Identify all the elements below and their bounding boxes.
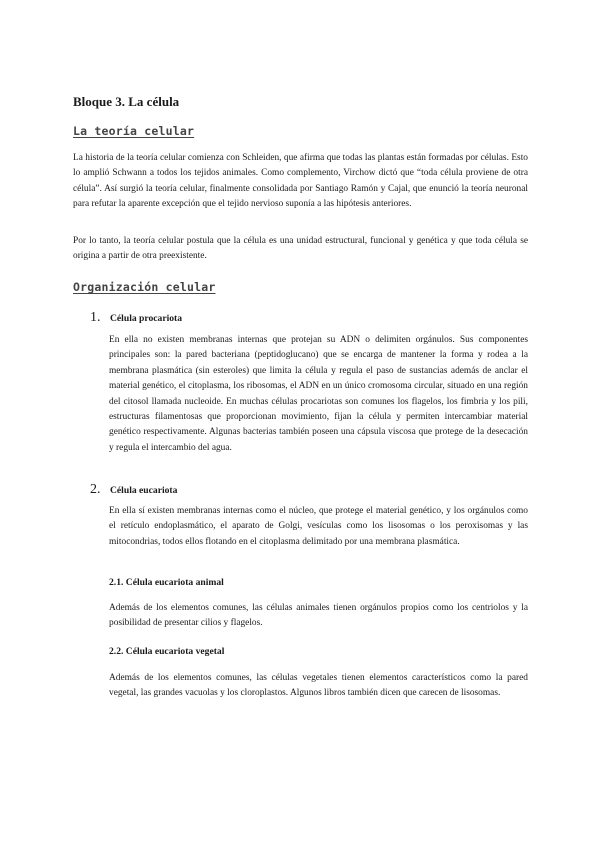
list-number: 1. [90, 310, 101, 325]
paragraph-teoria-postulado: Por lo tanto, la teoría celular postula que la célula es una unidad estructural, funcional y genética y que toda célula se origina a partir de otra preexistente. [73, 236, 528, 262]
section-heading-teoria-celular: La teoría celular [73, 124, 195, 138]
paragraph-teoria-historia: La historia de la teoría celular comienza con Schleiden, que afirma que todas las plantas están formadas por células. Esto lo amplió Schwann a todos los tejidos animales. Como complemento, Virchow dictó que “toda célula proviene de otra célula”. Así surgió la teoría celular, finalmente consolidada por Santiago Ramón y Cajal, que enunció la teoría neuronal para refutar la aparente excepción que el tejido nervioso suponía a las hipótesis anteriores. [73, 153, 528, 210]
paragraph-celula-procariota: En ella no existen membranas internas que protejan su ADN o delimiten orgánulos. Sus componentes principales son: la pared bacteriana (peptidoglucano) que se encarga de mantener la forma y rodea a la membrana plasmática (sin esteroles) que limita la célula y regula el paso de sustancias además de anclar el material genético, el citoplasma, los ribosomas, el ADN en un único cromosoma circular, situado en una región del citosol llamada nucleoide. En muchas células procariotas son comunes los flagelos, los fimbria y los pili, estructuras filamentosas que proporcionan movimiento, fijan la célula y permiten intercambiar material genético respectivamente. Algunas bacterias también poseen una cápsula viscosa que protege de la desecación y regula el intercambio del agua. [109, 335, 528, 453]
heading-celula-eucariota [90, 482, 177, 498]
document-title: Bloque 3. La célula [73, 94, 180, 109]
subheading-eucariota-animal: 2.1. Célula eucariota animal [109, 577, 224, 588]
section-heading-organizacion-celular: Organización celular [73, 280, 216, 294]
paragraph-eucariota-animal: Además de los elementos comunes, las células animales tienen orgánulos propios como los centriolos y la posibilidad de presentar cilios y flagelos. [109, 603, 528, 629]
heading-label: Célula procariota [110, 313, 183, 324]
list-number: 2. [90, 482, 101, 497]
paragraph-celula-eucariota: En ella sí existen membranas internas como el núcleo, que protege el material genético, y los orgánulos como el retículo endoplasmático, el aparato de Golgi, vesículas como los lisosomas o los peroxisomas y las mitocondrias, todos ellos flotando en el citoplasma delimitado por una membrana plasmática. [109, 506, 528, 547]
heading-label: Célula eucariota [110, 485, 178, 496]
subheading-eucariota-vegetal: 2.2. Célula eucariota vegetal [109, 646, 225, 657]
heading-celula-procariota [90, 310, 182, 326]
paragraph-eucariota-vegetal: Además de los elementos comunes, las células vegetales tienen elementos característicos como la pared vegetal, las grandes vacuolas y los cloroplastos. Algunos libros también dicen que carecen de lisosomas. [109, 673, 528, 699]
